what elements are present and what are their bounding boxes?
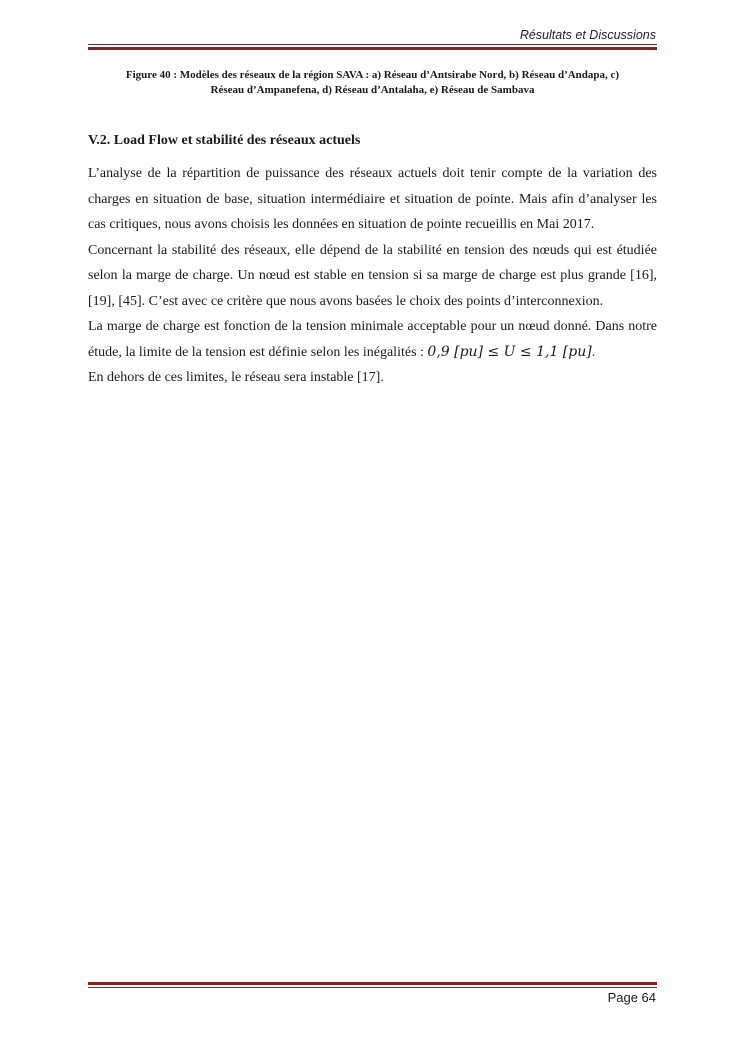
paragraph-2: Concernant la stabilité des réseaux, elle dépend de la stabilité en tension des nœuds qui est étudiée selon la marge de charge. Un nœud est stable en tension si sa marge de charge est plus grande [16], [19], [45]. C’est avec ce critère que nous avons basées le choix des points d’interconnexion. <box>88 242 657 309</box>
running-header: Résultats et Discussions <box>519 28 656 42</box>
figure-caption <box>88 68 657 98</box>
paragraph-3 <box>88 314 657 365</box>
page-number: Page 64 <box>607 990 656 1005</box>
paragraph-1: L’analyse de la répartition de puissance des réseaux actuels doit tenir compte de la variation des charges en situation de base, situation intermédiaire et situation de pointe. Mais afin d’analyser les cas critiques, nous avons choisis les données en situation de pointe recueillis en Mai 2017. <box>88 166 657 232</box>
header-rule <box>88 44 657 50</box>
body-text <box>88 161 657 391</box>
caption-line-1: Figure 40 : Modèles des réseaux de la région SAVA : a) Réseau d’Antsirabe Nord, b) Réseau d’Andapa, c) <box>125 69 620 81</box>
paragraph-3-end: . <box>591 344 596 360</box>
paragraph-3-text: La marge de charge est fonction de la tension minimale acceptable pour un nœud donné. Dans notre étude, la limite de la tension est définie selon les inégalités : <box>88 319 657 360</box>
caption-line-2: Réseau d’Ampanefena, d) Réseau d’Antalaha, e) Réseau de Sambava <box>210 84 535 96</box>
footer-rule <box>88 982 657 988</box>
voltage-inequality: 0,9 [pu] ≤ U ≤ 1,1 [pu] <box>427 343 592 360</box>
section-heading: V.2. Load Flow et stabilité des réseaux actuels <box>88 133 361 148</box>
paragraph-4: En dehors de ces limites, le réseau sera instable [17]. <box>88 370 384 385</box>
